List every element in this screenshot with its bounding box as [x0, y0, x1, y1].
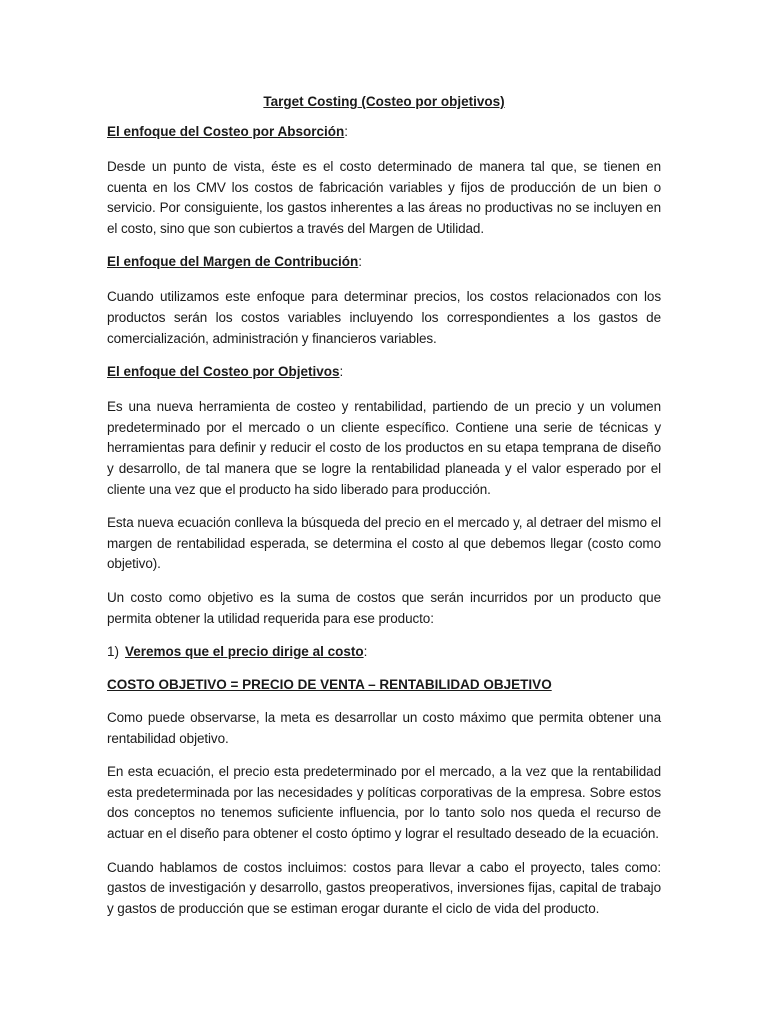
section-heading-absorcion [107, 122, 661, 142]
section-heading-absorcion-colon: : [344, 124, 349, 139]
paragraph-contribucion: Cuando utilizamos este enfoque para determinar precios, los costos relacionados con los productos serán los costos variables incluyendo los correspondientes a los gastos de comercialización, administración y financieros variables. [107, 289, 661, 346]
paragraph-closing-3: Cuando hablamos de costos incluimos: costos para llevar a cabo el proyecto, tales como: gastos de investigación y desarrollo, gastos preoperativos, inversiones fijas, capital de trabajo y gastos de producción que se estiman erogar durante el ciclo de vida del producto. [107, 859, 661, 916]
numbered-item [107, 642, 661, 662]
numbered-item-number: 1) [107, 644, 120, 660]
document-title: Target Costing (Costeo por objetivos) [263, 94, 505, 109]
paragraph-objetivos-1: Es una nueva herramienta de costeo y rentabilidad, partiendo de un precio y un volumen predeterminado por el mercado o un cliente específico. Contiene una serie de técnicas y herramientas para definir y reducir el costo de los productos en su etapa temprana de diseño y desarrollo, de tal manera que se logre la rentabilidad planeada y el valor esperado por el cliente una vez que el producto ha sido liberado para producción. [107, 399, 661, 497]
document-page [107, 92, 661, 932]
paragraph-objetivos-3: Un costo como objetivo es la suma de costos que serán incurridos por un producto que permita obtener la utilidad requerida para ese producto: [107, 589, 661, 626]
section-heading-objetivos-text: El enfoque del Costeo por Objetivos [107, 364, 340, 380]
paragraph-closing-2: En esta ecuación, el precio esta predeterminado por el mercado, a la vez que la rentabilidad esta predeterminada por las necesidades y políticas corporativas de la empresa. Sobre estos dos conceptos no tenemos suficiente influencia, por lo tanto solo nos queda el recurso de actuar en el diseño para obtener el costo óptimo y lograr el resultado deseado de la ecuación. [107, 764, 661, 842]
numbered-item-colon: : [363, 644, 368, 660]
section-heading-contribucion [107, 252, 661, 272]
section-heading-objetivos-colon: : [339, 364, 344, 380]
section-heading-contribucion-text: El enfoque del Margen de Contribución [107, 254, 359, 270]
numbered-item-text: Veremos que el precio dirige al costo [125, 644, 364, 660]
formula-costo-objetivo: COSTO OBJETIVO = PRECIO DE VENTA – RENTABILIDAD OBJETIVO [107, 677, 552, 693]
paragraph-closing-1: Como puede observarse, la meta es desarrollar un costo máximo que permita obtener una rentabilidad objetivo. [107, 710, 661, 746]
section-heading-absorcion-text: El enfoque del Costeo por Absorción [107, 124, 345, 139]
section-heading-objetivos [107, 362, 661, 382]
paragraph-objetivos-2: Esta nueva ecuación conlleva la búsqueda del precio en el mercado y, al detraer del mismo el margen de rentabilidad esperada, se determina el costo al que debemos llegar (costo como objetivo). [107, 515, 661, 572]
paragraph-absorcion: Desde un punto de vista, éste es el costo determinado de manera tal que, se tienen en cuenta en los CMV los costos de fabricación variables y fijos de producción de un bien o servicio. Por consiguiente, los gastos inherentes a las áreas no productivas no se incluyen en el costo, sino que son cubiertos a través del Margen de Utilidad. [107, 159, 661, 236]
section-heading-contribucion-colon: : [358, 254, 363, 270]
